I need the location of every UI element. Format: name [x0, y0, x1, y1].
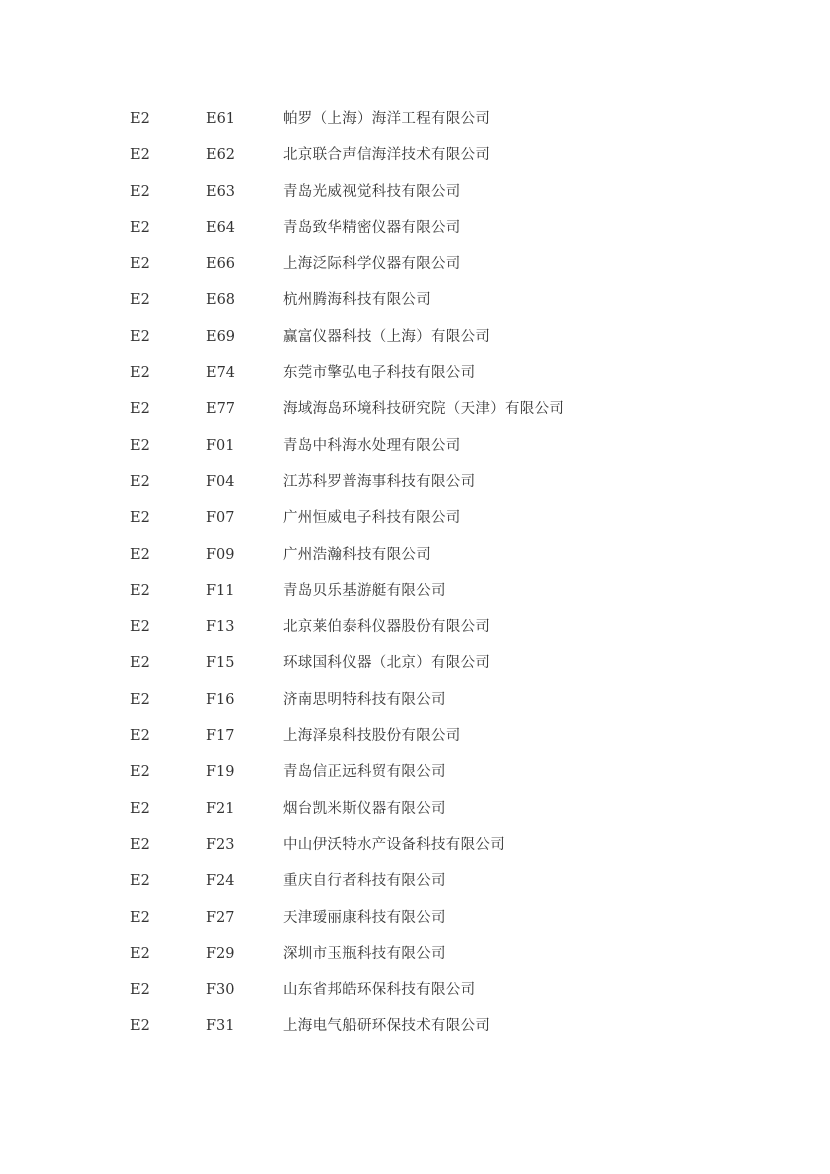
- table-row: [0, 101, 830, 137]
- hall-area-cell: E2: [130, 111, 150, 127]
- table-row: [0, 609, 830, 645]
- company-name-cell: 济南思明特科技有限公司: [283, 691, 446, 708]
- company-name-cell: 杭州腾海科技有限公司: [283, 292, 431, 309]
- hall-area-cell: E2: [130, 728, 150, 745]
- table-row: [0, 537, 830, 573]
- hall-area-cell: E2: [130, 546, 150, 563]
- booth-number-cell: F29: [206, 945, 235, 962]
- company-name-cell: 东莞市擎弘电子科技有限公司: [283, 365, 476, 382]
- table-row: [0, 936, 830, 972]
- booth-number-cell: F16: [206, 691, 235, 708]
- booth-number-cell: E68: [206, 292, 236, 309]
- table-row: [0, 500, 830, 536]
- table-row: [0, 645, 830, 681]
- booth-number-cell: E66: [206, 256, 236, 273]
- company-name-cell: 上海泽泉科技股份有限公司: [283, 728, 461, 745]
- company-name-cell: 上海泛际科学仪器有限公司: [283, 256, 461, 273]
- hall-area-cell: E2: [130, 292, 150, 309]
- table-row: [0, 754, 830, 790]
- company-name-cell: 青岛贝乐基游艇有限公司: [283, 582, 446, 599]
- company-name-cell: 海域海岛环境科技研究院（天津）有限公司: [283, 401, 565, 418]
- company-name-cell: 北京联合声信海洋技术有限公司: [283, 147, 491, 164]
- booth-number-cell: F04: [206, 473, 235, 490]
- table-row: [0, 174, 830, 210]
- company-name-cell: 青岛致华精密仪器有限公司: [283, 219, 461, 236]
- company-name-cell: 江苏科罗普海事科技有限公司: [283, 473, 476, 490]
- table-row: [0, 210, 830, 246]
- booth-number-cell: E62: [206, 147, 236, 164]
- hall-area-cell: E2: [130, 873, 150, 890]
- hall-area-cell: E2: [130, 473, 150, 490]
- hall-area-cell: E2: [130, 582, 150, 599]
- table-row: [0, 573, 830, 609]
- hall-area-cell: E2: [130, 836, 150, 853]
- hall-area-cell: E2: [130, 909, 150, 926]
- booth-number-cell: F30: [206, 982, 235, 999]
- booth-number-cell: E63: [206, 183, 236, 200]
- booth-number-cell: F21: [206, 800, 235, 817]
- exhibitor-list: [0, 101, 830, 1045]
- company-name-cell: 环球国科仪器（北京）有限公司: [283, 655, 491, 672]
- table-row: [0, 863, 830, 899]
- booth-number-cell: F15: [206, 655, 235, 672]
- table-row: [0, 428, 830, 464]
- company-name-cell: 上海电气船研环保技术有限公司: [283, 1018, 491, 1035]
- hall-area-cell: E2: [130, 800, 150, 817]
- table-row: [0, 718, 830, 754]
- hall-area-cell: E2: [130, 945, 150, 962]
- company-name-cell: 北京莱伯泰科仪器股份有限公司: [283, 619, 491, 636]
- table-row: [0, 319, 830, 355]
- hall-area-cell: E2: [130, 510, 150, 527]
- hall-area-cell: E2: [130, 328, 150, 345]
- hall-area-cell: E2: [130, 655, 150, 672]
- company-name-cell: 广州浩瀚科技有限公司: [283, 546, 431, 563]
- hall-area-cell: E2: [130, 619, 150, 636]
- booth-number-cell: F24: [206, 873, 235, 890]
- hall-area-cell: E2: [130, 401, 150, 418]
- company-name-cell: 重庆自行者科技有限公司: [283, 873, 446, 890]
- company-name-cell: 青岛信正远科贸有限公司: [283, 764, 446, 781]
- hall-area-cell: E2: [130, 691, 150, 708]
- booth-number-cell: E74: [206, 365, 236, 382]
- company-name-cell: 赢富仪器科技（上海）有限公司: [283, 328, 491, 345]
- booth-number-cell: F11: [206, 582, 235, 599]
- company-name-cell: 青岛中科海水处理有限公司: [283, 437, 461, 454]
- table-row: [0, 1008, 830, 1044]
- table-row: [0, 827, 830, 863]
- table-row: [0, 791, 830, 827]
- table-row: [0, 900, 830, 936]
- company-name-cell: 山东省邦皓环保科技有限公司: [283, 982, 476, 999]
- table-row: [0, 355, 830, 391]
- hall-area-cell: E2: [130, 365, 150, 382]
- table-row: [0, 391, 830, 427]
- hall-area-cell: E2: [130, 764, 150, 781]
- booth-number-cell: F09: [206, 546, 235, 563]
- hall-area-cell: E2: [130, 437, 150, 454]
- table-row: [0, 246, 830, 282]
- hall-area-cell: E2: [130, 219, 150, 236]
- hall-area-cell: E2: [130, 256, 150, 273]
- booth-number-cell: F17: [206, 728, 235, 745]
- hall-area-cell: E2: [130, 147, 150, 164]
- booth-number-cell: F27: [206, 909, 235, 926]
- hall-area-cell: E2: [130, 1018, 150, 1035]
- booth-number-cell: F13: [206, 619, 235, 636]
- booth-number-cell: E61: [206, 111, 236, 127]
- booth-number-cell: F19: [206, 764, 235, 781]
- company-name-cell: 烟台凯米斯仪器有限公司: [283, 800, 446, 817]
- table-row: [0, 464, 830, 500]
- company-name-cell: 中山伊沃特水产设备科技有限公司: [283, 836, 505, 853]
- table-row: [0, 282, 830, 318]
- table-row: [0, 972, 830, 1008]
- booth-number-cell: F01: [206, 437, 235, 454]
- hall-area-cell: E2: [130, 982, 150, 999]
- table-row: [0, 137, 830, 173]
- booth-number-cell: E69: [206, 328, 236, 345]
- booth-number-cell: F07: [206, 510, 235, 527]
- booth-number-cell: F23: [206, 836, 235, 853]
- hall-area-cell: E2: [130, 183, 150, 200]
- company-name-cell: 青岛光威视觉科技有限公司: [283, 183, 461, 200]
- booth-number-cell: F31: [206, 1018, 235, 1035]
- booth-number-cell: E64: [206, 219, 236, 236]
- table-row: [0, 682, 830, 718]
- company-name-cell: 深圳市玉瓶科技有限公司: [283, 945, 446, 962]
- booth-number-cell: E77: [206, 401, 236, 418]
- company-name-cell: 帕罗（上海）海洋工程有限公司: [283, 111, 491, 127]
- company-name-cell: 广州恒威电子科技有限公司: [283, 510, 461, 527]
- company-name-cell: 天津瑷丽康科技有限公司: [283, 909, 446, 926]
